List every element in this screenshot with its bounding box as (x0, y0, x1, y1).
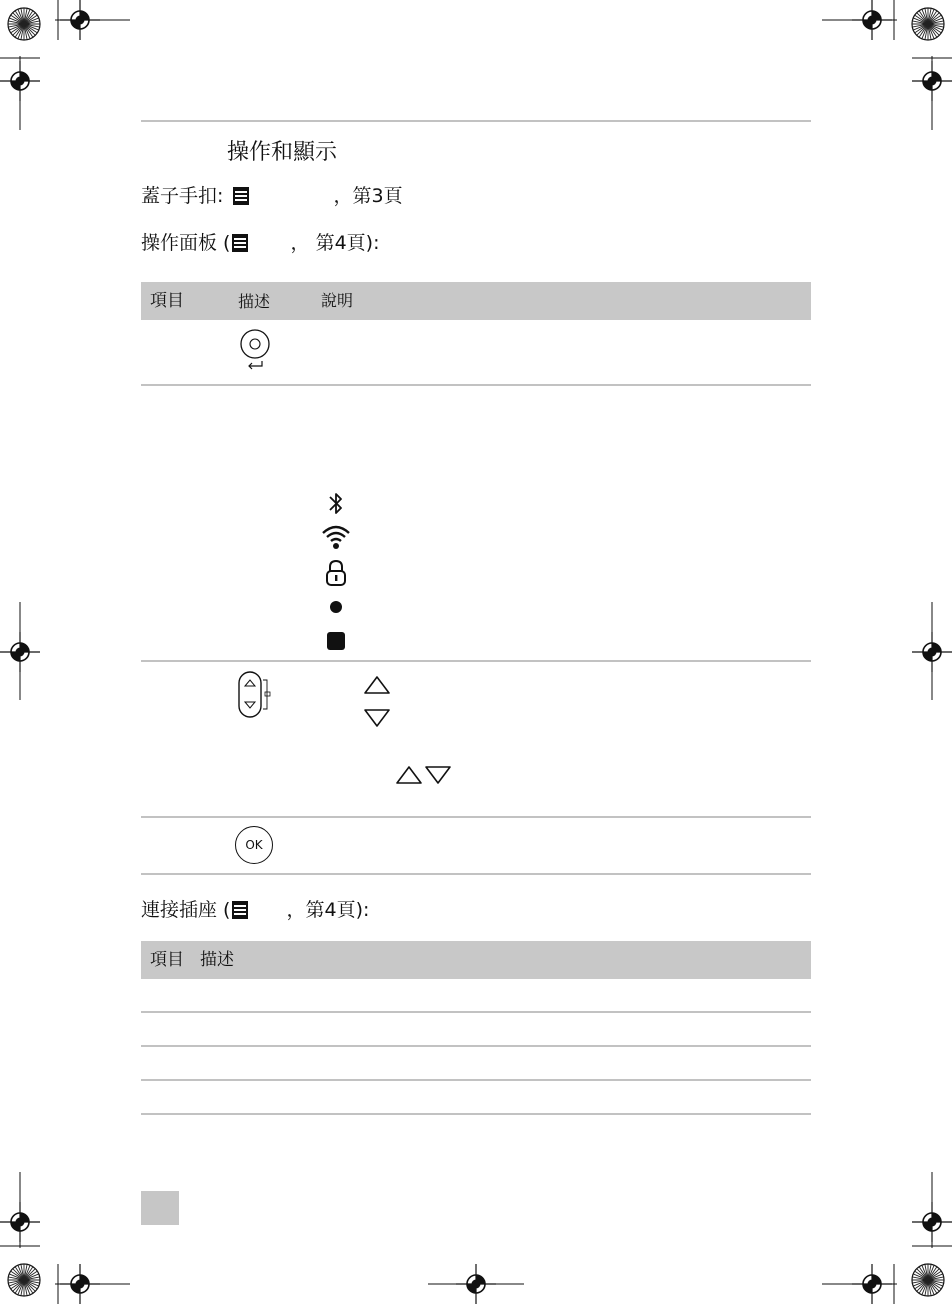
table1-row-divider (141, 384, 811, 386)
power-return-icon (238, 328, 272, 374)
table2-row-divider (141, 1079, 811, 1081)
page-number-tab (141, 1191, 179, 1225)
lid-latch-label: 蓋子手扣: (141, 185, 224, 207)
lock-icon (324, 559, 348, 587)
lid-latch-line (141, 184, 403, 208)
table2-bottom-rule (141, 1113, 811, 1115)
connector-label: 連接插座 ( (141, 899, 231, 921)
figure-ref-icon (232, 901, 248, 919)
table2-row-divider (141, 1045, 811, 1047)
table1-row-divider (141, 660, 811, 662)
table1-bottom-rule (141, 873, 811, 875)
up-down-lock-button-icon (237, 671, 273, 719)
ok-button-icon (235, 826, 273, 864)
table1-col-item: 項目 (150, 291, 184, 311)
triangle-up-icon (395, 764, 423, 786)
section-title: 操作和顯示 (227, 140, 338, 165)
square-icon (326, 631, 346, 651)
control-panel-page-ref: ， 第4頁): (290, 232, 380, 254)
triangle-down-icon (363, 707, 391, 729)
table2-col-desc: 描述 (200, 950, 234, 970)
triangle-up-icon (363, 674, 391, 696)
triangle-down-icon (424, 764, 452, 786)
ok-label: OK (245, 838, 263, 852)
table2-col-item: 項目 (150, 950, 184, 970)
connector-page-ref: ，第4頁): (286, 899, 370, 921)
top-rule (141, 120, 811, 122)
control-panel-label: 操作面板 ( (141, 232, 231, 254)
connector-line (141, 898, 369, 922)
figure-ref-icon (232, 234, 248, 252)
lid-latch-page-ref: ，第3頁 (333, 185, 403, 207)
table2-header (141, 941, 811, 979)
table2-row-divider (141, 1011, 811, 1013)
wifi-icon (320, 522, 352, 550)
table1-row-divider (141, 816, 811, 818)
dot-icon (328, 599, 344, 615)
control-panel-line (141, 231, 380, 255)
figure-ref-icon (233, 187, 249, 205)
table1-col-desc: 描述 (238, 292, 271, 311)
table1-col-explain: 說明 (321, 291, 354, 310)
bluetooth-icon (326, 490, 346, 518)
